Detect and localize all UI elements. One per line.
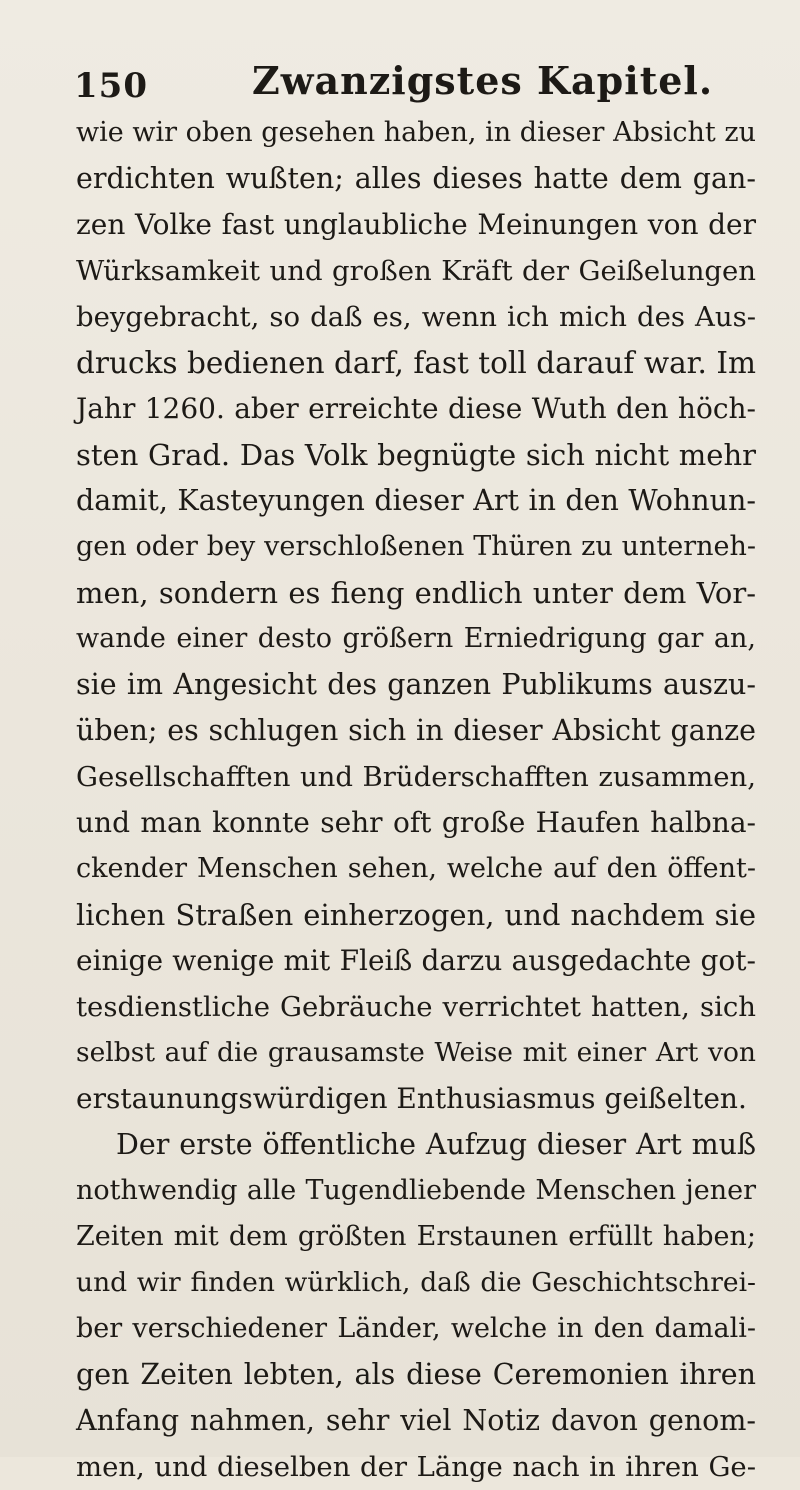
text-line: Würksamkeit und großen Kräft der Geißelungen (76, 255, 756, 287)
text-line: üben; es schlugen sich in dieser Absicht ganze (76, 714, 756, 747)
text-line: wande einer desto größern Erniedrigung gar an, (76, 623, 756, 654)
text-line: lichen Straßen einherzogen, und nachdem sie (76, 898, 756, 932)
text-line: wie wir oben gesehen haben, in dieser Absicht zu (76, 117, 756, 148)
text-line: drucks bedienen darf, fast toll darauf war. Im (76, 346, 756, 380)
text-line: nothwendig alle Tugendliebende Menschen jener (76, 1175, 756, 1206)
running-head: Zwanzigstes Kapitel. (252, 58, 714, 103)
text-line: ber verschiedener Länder, welche in den damali- (76, 1313, 756, 1344)
text-line: ckender Menschen sehen, welche auf den öffent- (76, 853, 756, 884)
text-line: sten Grad. Das Volk begnügte sich nicht mehr (76, 438, 756, 472)
text-line-paragraph-start: Der erste öffentliche Aufzug dieser Art muß (116, 1128, 756, 1161)
text-line: zen Volke fast unglaubliche Meinungen von der (76, 208, 756, 241)
text-line: Gesellschafften und Brüderschafften zusammen, (76, 761, 756, 793)
text-line: selbst auf die grausamste Weise mit einer Art von (76, 1037, 756, 1068)
text-line: tesdienstliche Gebräuche verrichtet hatten, sich (76, 991, 756, 1023)
page-header (74, 58, 714, 106)
text-line: damit, Kasteyungen dieser Art in den Wohnun- (76, 484, 756, 517)
text-line: Anfang nahmen, sehr viel Notiz davon genom- (76, 1404, 756, 1437)
text-line: Zeiten mit dem größten Erstaunen erfüllt haben; (76, 1221, 756, 1252)
text-line-paragraph-end: erstaunungswürdigen Enthusiasmus geißelten. (76, 1082, 747, 1115)
text-line: einige wenige mit Fleiß darzu ausgedachte got- (76, 944, 756, 977)
text-line: men, und dieselben der Länge nach in ihren Ge- (76, 1451, 756, 1483)
text-line: erdichten wußten; alles dieses hatte dem gan- (76, 162, 756, 195)
text-line: beygebracht, so daß es, wenn ich mich des Aus- (76, 301, 756, 333)
text-line: Jahr 1260. aber erreichte diese Wuth den höch- (76, 392, 756, 425)
body-text (76, 110, 756, 1490)
text-line: men, sondern es fieng endlich unter dem Vor- (76, 576, 756, 610)
page-number: 150 (74, 66, 148, 106)
text-line: gen oder bey verschloßenen Thüren zu unterneh- (76, 531, 756, 562)
text-line: gen Zeiten lebten, als diese Ceremonien ihren (76, 1358, 756, 1391)
text-line: sie im Angesicht des ganzen Publikums auszu- (76, 668, 756, 701)
text-line: und man konnte sehr oft große Haufen halbna- (76, 806, 756, 839)
text-line: und wir finden würklich, daß die Geschichtschrei- (76, 1267, 756, 1298)
